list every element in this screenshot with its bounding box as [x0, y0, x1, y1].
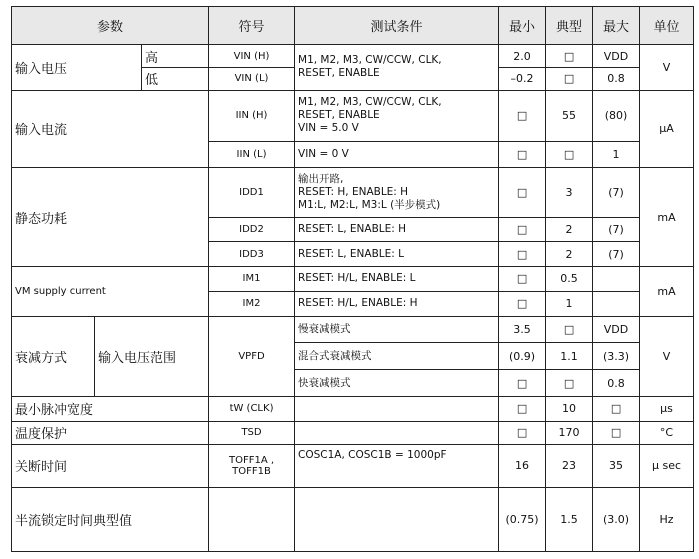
- iin-high-symbol: IIN (H): [209, 90, 295, 142]
- vin-high-min: 2.0: [499, 45, 546, 68]
- decay-slow-max: VDD: [593, 316, 640, 343]
- spec-table: [11, 6, 694, 552]
- header-row: [12, 7, 694, 45]
- decay-slow-condition: 慢衰减模式: [295, 316, 499, 343]
- vin-high-label: 高: [142, 45, 209, 68]
- iin-low-typ: □: [546, 142, 593, 168]
- row-iin-high: [12, 90, 694, 142]
- toff-typ: 23: [546, 444, 593, 487]
- chop-name: 半流锁定时间典型值: [12, 487, 209, 551]
- decay-mixed-typ: 1.1: [546, 343, 593, 370]
- pulse-symbol: tW (CLK): [209, 397, 295, 422]
- vin-low-min: –0.2: [499, 67, 546, 90]
- idd3-min: □: [499, 242, 546, 267]
- vin-condition-line1: M1, M2, M3, CW/CCW, CLK,: [298, 54, 442, 67]
- idd1-condition-line1: 输出开路,: [298, 172, 344, 185]
- iin-low-symbol: IIN (L): [209, 142, 295, 168]
- iin-high-condition: [295, 90, 499, 142]
- decay-sub: 输入电压范围: [95, 316, 209, 396]
- decay-mixed-min: (0.9): [499, 343, 546, 370]
- decay-mixed-max: (3.3): [593, 343, 640, 370]
- decay-fast-condition: 快衰减模式: [295, 370, 499, 397]
- row-vin-high: [12, 45, 694, 68]
- tsd-typ: 170: [546, 421, 593, 444]
- iin-condition-line2: RESET, ENABLE: [298, 109, 380, 122]
- toff-min: 16: [499, 444, 546, 487]
- decay-mixed-condition: 混合式衰减模式: [295, 343, 499, 370]
- header-max: 最大: [593, 7, 640, 45]
- header-unit: 单位: [640, 7, 694, 45]
- idd3-typ: 2: [546, 242, 593, 267]
- row-pulse: [12, 397, 694, 422]
- chop-unit: Hz: [640, 487, 694, 551]
- pulse-condition: [295, 397, 499, 422]
- iin-name: 输入电流: [12, 90, 209, 167]
- iin-low-min: □: [499, 142, 546, 168]
- idd1-typ: 3: [546, 168, 593, 218]
- toff-symbol-line2: TOFF1B: [232, 465, 271, 477]
- pulse-name: 最小脉冲宽度: [12, 397, 209, 422]
- idd3-condition: RESET: L, ENABLE: L: [295, 242, 499, 267]
- toff-condition: COSC1A, COSC1B = 1000pF: [295, 444, 499, 487]
- iin-unit: μA: [640, 90, 694, 167]
- vin-low-symbol: VIN (L): [209, 67, 295, 90]
- row-toff: [12, 444, 694, 487]
- row-decay-slow: [12, 316, 694, 343]
- tsd-condition: [295, 421, 499, 444]
- vin-low-label: 低: [142, 67, 209, 90]
- iin-low-condition: VIN = 0 V: [295, 142, 499, 168]
- chop-min: (0.75): [499, 487, 546, 551]
- decay-unit: V: [640, 316, 694, 396]
- pulse-max: □: [593, 397, 640, 422]
- header-param: 参数: [12, 7, 209, 45]
- idd1-min: □: [499, 168, 546, 218]
- im2-condition: RESET: H/L, ENABLE: H: [295, 291, 499, 316]
- idd2-min: □: [499, 217, 546, 242]
- im2-symbol: IM2: [209, 291, 295, 316]
- header-min: 最小: [499, 7, 546, 45]
- toff-symbol-line1: TOFF1A ,: [228, 454, 275, 466]
- decay-fast-min: □: [499, 370, 546, 397]
- im1-condition: RESET: H/L, ENABLE: L: [295, 267, 499, 292]
- im1-min: □: [499, 267, 546, 292]
- vin-condition-line2: RESET, ENABLE: [298, 67, 380, 80]
- vm-unit: mA: [640, 267, 694, 317]
- im1-symbol: IM1: [209, 267, 295, 292]
- vin-high-symbol: VIN (H): [209, 45, 295, 68]
- vin-high-typ: □: [546, 45, 593, 68]
- decay-name: 衰减方式: [12, 316, 95, 396]
- vin-condition: [295, 45, 499, 90]
- idd2-condition: RESET: L, ENABLE: H: [295, 217, 499, 242]
- idd3-max: (7): [593, 242, 640, 267]
- header-typ: 典型: [546, 7, 593, 45]
- decay-symbol: VPFD: [209, 316, 295, 396]
- decay-slow-min: 3.5: [499, 316, 546, 343]
- toff-name: 关断时间: [12, 444, 209, 487]
- vin-unit: V: [640, 45, 694, 90]
- toff-symbol: [209, 444, 295, 487]
- iin-condition-line1: M1, M2, M3, CW/CCW, CLK,: [298, 96, 442, 109]
- idd1-condition-line2: RESET: H, ENABLE: H: [298, 185, 409, 198]
- header-condition: 测试条件: [295, 7, 499, 45]
- pulse-typ: 10: [546, 397, 593, 422]
- vin-low-max: 0.8: [593, 67, 640, 90]
- im2-typ: 1: [546, 291, 593, 316]
- idd1-max: (7): [593, 168, 640, 218]
- tsd-name: 温度保护: [12, 421, 209, 444]
- chop-typ: 1.5: [546, 487, 593, 551]
- decay-slow-typ: □: [546, 316, 593, 343]
- idd1-symbol: IDD1: [209, 168, 295, 218]
- im2-min: □: [499, 291, 546, 316]
- idd1-condition: [295, 168, 499, 218]
- row-im1: [12, 267, 694, 292]
- iin-low-max: 1: [593, 142, 640, 168]
- idd-unit: mA: [640, 168, 694, 267]
- chop-max: (3.0): [593, 487, 640, 551]
- vin-low-typ: □: [546, 67, 593, 90]
- decay-fast-typ: □: [546, 370, 593, 397]
- idd-name: 静态功耗: [12, 168, 209, 267]
- idd1-condition-line3: M1:L, M2:L, M3:L (半步模式): [298, 198, 441, 211]
- idd2-max: (7): [593, 217, 640, 242]
- idd2-symbol: IDD2: [209, 217, 295, 242]
- row-idd1: [12, 168, 694, 218]
- idd3-symbol: IDD3: [209, 242, 295, 267]
- tsd-unit: °C: [640, 421, 694, 444]
- vin-high-max: VDD: [593, 45, 640, 68]
- toff-max: 35: [593, 444, 640, 487]
- iin-high-min: □: [499, 90, 546, 142]
- tsd-min: □: [499, 421, 546, 444]
- vin-name: 输入电压: [12, 45, 142, 90]
- row-chop: [12, 487, 694, 551]
- pulse-min: □: [499, 397, 546, 422]
- toff-unit: μ sec: [640, 444, 694, 487]
- decay-fast-max: 0.8: [593, 370, 640, 397]
- tsd-symbol: TSD: [209, 421, 295, 444]
- iin-high-max: (80): [593, 90, 640, 142]
- vm-name: VM supply current: [12, 267, 209, 317]
- row-tsd: [12, 421, 694, 444]
- im1-typ: 0.5: [546, 267, 593, 292]
- iin-high-typ: 55: [546, 90, 593, 142]
- tsd-max: □: [593, 421, 640, 444]
- header-symbol: 符号: [209, 7, 295, 45]
- chop-condition: [295, 487, 499, 551]
- pulse-unit: μs: [640, 397, 694, 422]
- chop-symbol: [209, 487, 295, 551]
- im2-max: [593, 291, 640, 316]
- im1-max: [593, 267, 640, 292]
- idd2-typ: 2: [546, 217, 593, 242]
- iin-condition-line3: VIN = 5.0 V: [298, 122, 359, 135]
